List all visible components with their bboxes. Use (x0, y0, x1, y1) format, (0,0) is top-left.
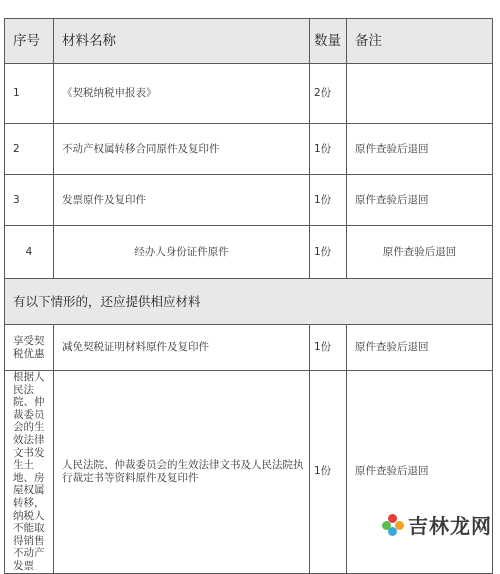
flower-logo-icon (382, 514, 404, 536)
logo-petal (382, 521, 391, 530)
table-header-row (5, 19, 493, 64)
logo-petal (395, 521, 404, 530)
row-quantity: 1份 (310, 175, 347, 226)
table-row (5, 124, 493, 175)
extra-row-condition-text: 根据人民法院、仲裁委员会的生效法律文书发生土地、房屋权属转移，纳税人不能取得销售不动产发票 (13, 371, 45, 572)
document-page (4, 18, 492, 574)
row-index: 2 (5, 124, 54, 175)
row-index: 3 (5, 175, 54, 226)
row-index: 4 (5, 226, 54, 279)
table-row (5, 325, 493, 371)
table-row (5, 175, 493, 226)
row-material-name: 发票原件及复印件 (54, 175, 310, 226)
extra-row-material: 减免契税证明材料原件及复印件 (54, 325, 310, 371)
extra-row-remarks: 原件查验后退回 (347, 371, 493, 574)
row-remarks: 原件查验后退回 (347, 124, 493, 175)
header-index: 序号 (5, 19, 54, 64)
extra-row-quantity: 1份 (310, 371, 347, 574)
header-remarks: 备注 (347, 19, 493, 64)
header-quantity: 数量 (310, 19, 347, 64)
section-header-row (5, 279, 493, 325)
row-quantity: 2份 (310, 64, 347, 124)
row-remarks: 原件查验后退回 (347, 175, 493, 226)
row-material-name: 《契税纳税申报表》 (54, 64, 310, 124)
row-quantity: 1份 (310, 124, 347, 175)
extra-row-material-text: 人民法院、仲裁委员会的生效法律文书及人民法院执行裁定书等资料原件及复印件 (62, 459, 304, 484)
watermark (382, 510, 492, 539)
extra-row-condition: 享受契税优惠 (5, 325, 54, 371)
materials-table (4, 18, 493, 574)
row-remarks: 原件查验后退回 (347, 226, 493, 279)
extra-row-remarks: 原件查验后退回 (347, 325, 493, 371)
row-remarks (347, 64, 493, 124)
watermark-text: 吉林龙网 (408, 514, 492, 538)
row-index: 1 (5, 64, 54, 124)
section-title: 有以下情形的，还应提供相应材料 (5, 279, 493, 325)
extra-row-quantity: 1份 (310, 325, 347, 371)
header-material-name: 材料名称 (54, 19, 310, 64)
row-material-name: 经办人身份证件原件 (54, 226, 310, 279)
row-material-name: 不动产权属转移合同原件及复印件 (54, 124, 310, 175)
table-row (5, 226, 493, 279)
table-row (5, 64, 493, 124)
row-quantity: 1份 (310, 226, 347, 279)
